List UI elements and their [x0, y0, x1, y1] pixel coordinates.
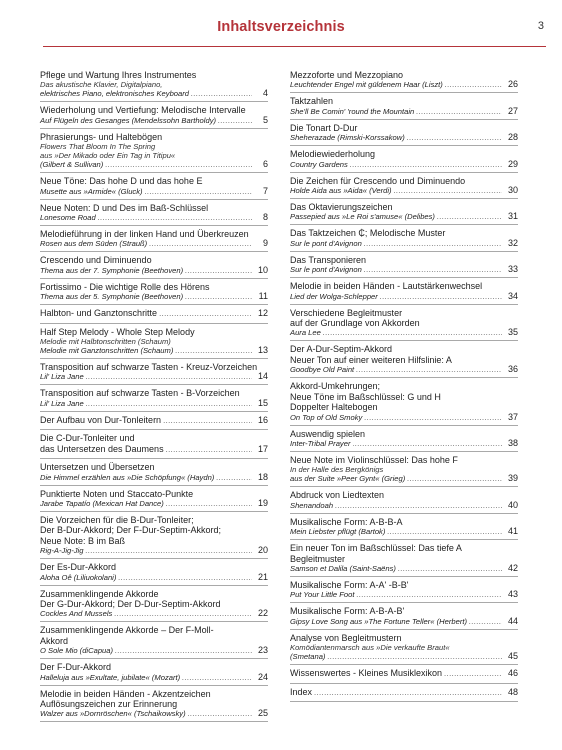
toc-column-right: [290, 70, 518, 705]
dot-leader: [115, 646, 252, 655]
toc-heading: Mezzoforte und Mezzopiano: [290, 70, 404, 80]
toc-page-number: 18: [257, 471, 268, 482]
toc-entry[interactable]: [290, 543, 518, 577]
toc-subtitle-line: [290, 527, 518, 536]
dot-leader: [163, 415, 252, 426]
dot-leader: [166, 444, 252, 455]
toc-page-number: 37: [507, 411, 518, 422]
toc-subtitle-line: [290, 652, 518, 661]
toc-subtitle-line: [290, 501, 518, 510]
dot-leader: [216, 473, 252, 482]
toc-page-number: 38: [507, 437, 518, 448]
toc-subtitle-line: [290, 328, 518, 337]
dot-leader: [350, 160, 502, 169]
toc-heading: Zusammenklingende Akkorde: [40, 588, 159, 599]
toc-subtitle-line: [290, 239, 518, 248]
toc-heading: Untersetzen und Übersetzen: [40, 462, 155, 473]
dot-leader: [323, 328, 502, 337]
page-title: Inhaltsverzeichnis: [217, 19, 345, 35]
toc-entry[interactable]: [290, 70, 518, 93]
toc-subtitle-line: [290, 413, 518, 422]
toc-page-number: 29: [507, 158, 518, 169]
toc-subtitle-line: [290, 439, 518, 448]
toc-subtitle-line: [290, 365, 518, 374]
toc-heading: Das Transponieren: [290, 254, 367, 265]
toc-subtitle-line: [290, 212, 518, 221]
toc-heading: Das Oktavierungszeichen: [290, 202, 393, 213]
toc-entry[interactable]: [40, 625, 268, 659]
toc-entry[interactable]: [290, 580, 518, 603]
dot-leader: [145, 187, 252, 196]
toc-subtitle: Auf Flügeln des Gesanges (Mendelssohn Bartholdy): [40, 115, 217, 125]
toc-subtitle: Holde Aida aus »Aida« (Verdi): [290, 186, 392, 196]
toc-subtitle-line: [40, 646, 268, 655]
toc-subtitle-line: [290, 265, 518, 274]
toc-heading: Musikalische Form: A-A' -B-B': [290, 579, 409, 590]
toc-entry[interactable]: [40, 362, 268, 385]
toc-subtitle: Inter-Tribal Prayer: [290, 438, 351, 448]
toc-subtitle-line: [290, 186, 518, 195]
toc-page-number: 19: [257, 497, 268, 508]
toc-heading: Taktzahlen: [290, 96, 334, 107]
toc-heading: Akkord: [40, 635, 69, 646]
toc-page-number: 26: [507, 79, 518, 90]
dot-leader: [387, 527, 502, 536]
toc-subtitle: Lil' Liza Jane: [40, 372, 84, 382]
toc-subtitle: Das akustische Klavier, Digitalpiano,: [40, 80, 163, 90]
toc-heading: Der A-Dur-Septim-Akkord: [290, 344, 393, 355]
toc-page-number: 15: [257, 397, 268, 408]
toc-subtitle: Cockles And Mussels: [40, 609, 113, 619]
toc-subtitle: Jarabe Tapatío (Mexican Hat Dance): [40, 498, 164, 508]
toc-heading: Melodie in beiden Händen - Lautstärkenwechsel: [290, 281, 483, 292]
toc-entry[interactable]: [40, 388, 268, 411]
toc-page-number: 44: [507, 615, 518, 626]
toc-entry[interactable]: [40, 327, 268, 359]
toc-subtitle-line: [290, 617, 518, 626]
toc-subtitle: Passepied aus »Le Roi s'amuse« (Delibes): [290, 212, 435, 222]
dot-leader: [364, 265, 502, 274]
toc-heading: Transposition auf schwarze Tasten - Kreuz-Vorzeichen: [40, 362, 258, 373]
toc-subtitle: Country Gardens: [290, 159, 348, 169]
dot-leader: [85, 546, 252, 555]
toc-entry[interactable]: [290, 668, 518, 683]
dot-leader: [114, 609, 252, 618]
toc-subtitle: Melodie mit Ganztonschritten (Schaum): [40, 346, 174, 356]
toc-subtitle-line: [290, 590, 518, 599]
toc-heading: Index: [290, 686, 313, 697]
toc-subtitle-line: [290, 160, 518, 169]
toc-subtitle-line: [40, 573, 268, 582]
toc-entry[interactable]: [40, 105, 268, 128]
toc-heading: Half Step Melody - Whole Step Melody: [40, 326, 195, 337]
dot-leader: [159, 308, 252, 319]
toc-heading: Fortissimo - Die wichtige Rolle des Hörens: [40, 281, 210, 292]
toc-page-number: 25: [257, 708, 268, 719]
toc-subtitle-line: [40, 499, 268, 508]
toc-entry[interactable]: [290, 202, 518, 225]
dot-leader: [353, 439, 503, 448]
toc-page-number: 10: [257, 264, 268, 275]
toc-page-number: 4: [262, 88, 268, 99]
dot-leader: [166, 499, 252, 508]
toc-heading: Ein neuer Ton im Baßschlüssel: Das tiefe A: [290, 543, 462, 554]
toc-heading: Punktierte Noten und Staccato-Punkte: [40, 488, 194, 499]
toc-heading: Neuer Ton auf einer weiteren Hilfslinie: A: [290, 354, 452, 365]
toc-heading: Der F-Dur-Akkord: [40, 662, 112, 673]
toc-heading-line: [290, 687, 518, 698]
toc-subtitle: Samson et Dalila (Saint-Saëns): [290, 563, 396, 573]
toc-entry[interactable]: [290, 308, 518, 342]
toc-heading: Melodieführung in der linken Hand und Überkreuzen: [40, 229, 249, 240]
toc-entry[interactable]: [290, 228, 518, 251]
toc-heading: Pflege und Wartung Ihres Instrumentes: [40, 70, 197, 80]
toc-subtitle-line: [290, 292, 518, 301]
toc-subtitle-line: [40, 609, 268, 618]
toc-subtitle-line: [290, 474, 518, 483]
toc-subtitle: Aura Lee: [290, 328, 321, 338]
toc-page-number: 24: [257, 671, 268, 682]
toc-page-number: 23: [257, 645, 268, 656]
toc-heading: Auflösungszeichen zur Erinnerung: [40, 698, 178, 709]
toc-subtitle-line: [40, 116, 268, 125]
toc-entry[interactable]: [290, 633, 518, 665]
toc-page-number: 31: [507, 211, 518, 222]
toc-page-number: 27: [507, 105, 518, 116]
toc-page-number: 6: [262, 159, 268, 170]
toc-entry[interactable]: [290, 344, 518, 378]
toc-heading-line: [290, 668, 518, 679]
toc-page-number: 39: [507, 473, 518, 484]
toc-subtitle: Sur le pont d'Avignon: [290, 265, 362, 275]
toc-entry[interactable]: [40, 689, 268, 723]
toc-page-number: 46: [507, 668, 518, 679]
toc-entry[interactable]: [40, 132, 268, 173]
toc-entry[interactable]: [290, 123, 518, 146]
toc-entry[interactable]: [40, 433, 268, 459]
toc-entry[interactable]: [290, 687, 518, 702]
toc-page-number: 9: [262, 238, 268, 249]
toc-heading: Wiederholung und Vertiefung: Melodische Intervalle: [40, 105, 246, 116]
toc-subtitle-line: [40, 673, 268, 682]
dot-leader: [175, 346, 252, 355]
toc-subtitle-line: [40, 213, 268, 222]
toc-entry[interactable]: [290, 490, 518, 513]
dot-leader: [469, 617, 502, 626]
toc-heading: Auswendig spielen: [290, 428, 366, 439]
toc-subtitle: In der Halle des Bergkönigs: [290, 465, 384, 475]
toc-subtitle-line: [40, 89, 268, 98]
toc-heading: Abdruck von Liedtexten: [290, 490, 385, 501]
toc-page-number: 33: [507, 264, 518, 275]
toc-page-number: 12: [257, 308, 268, 319]
page-number: 3: [537, 20, 544, 32]
toc-subtitle-line: [40, 160, 268, 169]
dot-leader: [149, 239, 252, 248]
toc-subtitle: Komödiantenmarsch aus »Die verkaufte Braut«: [290, 643, 450, 653]
toc-subtitle-line: [40, 239, 268, 248]
dot-leader: [407, 133, 502, 142]
dot-leader: [356, 590, 502, 599]
toc-subtitle: Gipsy Love Song aus »The Fortune Teller« (Herbert): [290, 616, 467, 626]
toc-page-number: 21: [257, 571, 268, 582]
toc-subtitle: Thema aus der 7. Symphonie (Beethoven): [40, 265, 184, 275]
dot-leader: [416, 107, 502, 116]
dot-leader: [364, 413, 502, 422]
toc-heading: Der Aufbau von Dur-Tonleitern: [40, 414, 162, 425]
toc-entry[interactable]: [40, 282, 268, 305]
toc-page-number: 30: [507, 185, 518, 196]
dot-leader: [105, 160, 252, 169]
toc-heading: Neue Noten: D und Des im Baß-Schlüssel: [40, 202, 209, 213]
toc-page-number: 8: [262, 212, 268, 223]
toc-entry[interactable]: [40, 462, 268, 485]
toc-entry[interactable]: [290, 149, 518, 172]
toc-entry[interactable]: [40, 515, 268, 559]
dot-leader: [118, 573, 252, 582]
toc-subtitle: Musette aus »Armide« (Gluck): [40, 186, 143, 196]
toc-subtitle: Rosen aus dem Süden (Strauß): [40, 239, 148, 249]
dot-leader: [185, 266, 252, 275]
toc-subtitle-line: [40, 187, 268, 196]
toc-heading-line: [40, 308, 268, 319]
toc-subtitle: She'll Be Comin' 'round the Mountain: [290, 106, 415, 116]
toc-page-number: 7: [262, 185, 268, 196]
dot-leader: [356, 365, 502, 374]
toc-subtitle-line: [40, 346, 268, 355]
toc-entry[interactable]: [40, 489, 268, 512]
dot-leader: [188, 709, 252, 718]
toc-subtitle: Lied der Wolga-Schlepper: [290, 291, 378, 301]
dot-leader: [98, 213, 252, 222]
toc-subtitle: Put Your Little Foot: [290, 590, 355, 600]
toc-subtitle-line: [40, 473, 268, 482]
toc-heading: Der Es-Dur-Akkord: [40, 562, 117, 573]
dot-leader: [444, 668, 502, 679]
toc-subtitle: Sheherazade (Rimski-Korssakow): [290, 133, 405, 143]
toc-heading: Halbton- und Ganztonschritte: [40, 308, 158, 319]
toc-heading: Die Zeichen für Crescendo und Diminuendo: [290, 175, 466, 186]
toc-page-number: 20: [257, 545, 268, 556]
toc-entry[interactable]: [40, 229, 268, 252]
toc-heading: Die Vorzeichen für die B-Dur-Tonleiter;: [40, 514, 194, 525]
toc-subtitle: aus »Der Mikado oder Ein Tag in Titipu«: [40, 151, 176, 161]
toc-entry[interactable]: [40, 562, 268, 585]
toc-page-number: 34: [507, 290, 518, 301]
dot-leader: [218, 116, 252, 125]
toc-page-number: 45: [507, 651, 518, 662]
toc-entry[interactable]: [290, 455, 518, 487]
toc-page-number: 32: [507, 237, 518, 248]
toc-heading: auf der Grundlage von Akkorden: [290, 318, 420, 329]
toc-page-number: 11: [258, 291, 268, 302]
toc-heading: Der B-Dur-Akkord; Der F-Dur-Septim-Akkord;: [40, 525, 222, 536]
toc-subtitle-line: [290, 107, 518, 116]
toc-subtitle: Aloha Oê (Liliuokolani): [40, 572, 117, 582]
toc-heading: Phrasierungs- und Haltebögen: [40, 131, 163, 142]
toc-entry[interactable]: [40, 255, 268, 278]
toc-page-number: 35: [507, 327, 518, 338]
toc-subtitle: Leuchtender Engel mit güldenem Haar (Liszt): [290, 80, 443, 90]
toc-heading: Der G-Dur-Akkord; Der D-Dur-Septim-Akkord: [40, 598, 221, 609]
toc-heading: Melodie in beiden Händen - Akzentzeichen: [40, 688, 211, 699]
dot-leader: [191, 89, 252, 98]
toc-page-number: 22: [257, 608, 268, 619]
toc-subtitle: Lonesome Road: [40, 213, 96, 223]
toc-subtitle-line: [40, 372, 268, 381]
toc-subtitle: Halleluja aus »Exultate, jubilate« (Mozart): [40, 672, 181, 682]
toc-heading: Melodiewiederholung: [290, 149, 376, 160]
toc-entry[interactable]: [40, 308, 268, 323]
toc-heading: Analyse von Begleitmustern: [290, 632, 402, 643]
toc-entry[interactable]: [290, 606, 518, 629]
toc-page-number: 14: [257, 371, 268, 382]
dot-leader: [380, 292, 502, 301]
toc-entry[interactable]: [40, 415, 268, 430]
toc-subtitle-line: [40, 546, 268, 555]
toc-subtitle-line: [40, 266, 268, 275]
toc-heading: Begleitmuster: [290, 553, 346, 564]
dot-leader: [86, 399, 252, 408]
toc-page-number: 17: [257, 443, 268, 454]
toc-heading: Neue Note im Violinschlüssel: Das hohe F: [290, 454, 458, 465]
toc-entry[interactable]: [290, 96, 518, 119]
toc-page-number: 41: [507, 526, 518, 537]
toc-subtitle: (Gilbert & Sullivan): [40, 160, 104, 170]
toc-entry[interactable]: [290, 381, 518, 425]
toc-subtitle: Melodie mit Halbtonschritten (Schaum): [40, 337, 171, 347]
dot-leader: [364, 239, 502, 248]
toc-entry[interactable]: [290, 281, 518, 304]
toc-subtitle: Flowers That Bloom In The Spring: [40, 142, 156, 152]
dot-leader: [327, 652, 502, 661]
toc-subtitle: Lil' Liza Jane: [40, 398, 84, 408]
toc-heading: Zusammenklingende Akkorde – Der F-Moll-: [40, 625, 214, 636]
toc-heading: Musikalische Form: A-B-A-B': [290, 606, 405, 617]
toc-heading: Akkord-Umkehrungen;: [290, 381, 381, 392]
toc-subtitle-line: [290, 80, 518, 89]
toc-heading: Die C-Dur-Tonleiter und: [40, 433, 135, 444]
toc-entry[interactable]: [290, 429, 518, 452]
toc-subtitle: aus der Suite »Peer Gynt« (Grieg): [290, 474, 406, 484]
toc-page-number: 40: [507, 499, 518, 510]
toc-entry[interactable]: [40, 203, 268, 226]
toc-entry[interactable]: [290, 176, 518, 199]
toc-subtitle: Shenandoah: [290, 500, 334, 510]
dot-leader: [398, 564, 502, 573]
toc-heading: Neue Töne im Baßschlüssel: G und H: [290, 391, 441, 402]
toc-heading: Transposition auf schwarze Tasten - B-Vorzeichen: [40, 388, 240, 399]
toc-entry[interactable]: [40, 70, 268, 102]
dot-leader: [394, 186, 502, 195]
toc-heading: Das Taktzeichen ₵; Melodische Muster: [290, 228, 446, 239]
dot-leader: [86, 372, 252, 381]
toc-heading: Doppelter Haltebogen: [290, 402, 378, 413]
dot-leader: [314, 687, 502, 698]
toc-subtitle-line: [40, 292, 268, 301]
toc-entry[interactable]: [40, 176, 268, 199]
toc-page-number: 36: [507, 364, 518, 375]
toc-subtitle: Sur le pont d'Avignon: [290, 238, 362, 248]
toc-heading: Musikalische Form: A-B-B-A: [290, 516, 403, 527]
toc-page-number: 43: [507, 589, 518, 600]
toc-entry[interactable]: [40, 662, 268, 685]
toc-subtitle: Thema aus der 5. Symphonie (Beethoven): [40, 292, 184, 302]
toc-subtitle: On Top of Old Smoky: [290, 412, 363, 422]
toc-subtitle: Mein Liebster pflügt (Bartok): [290, 527, 386, 537]
toc-heading: Verschiedene Begleitmuster: [290, 307, 403, 318]
toc-heading: Wissenswertes - Kleines Musiklexikon: [290, 668, 443, 679]
toc-subtitle: Goodbye Old Paint: [290, 365, 355, 375]
dot-leader: [407, 474, 502, 483]
toc-entry[interactable]: [290, 255, 518, 278]
dot-leader: [437, 212, 502, 221]
toc-heading: das Untersetzen des Daumens: [40, 443, 164, 454]
toc-subtitle: Walzer aus »Dornröschen« (Tschaikowsky): [40, 709, 186, 719]
toc-heading: Neue Töne: Das hohe D und das hohe E: [40, 176, 203, 187]
toc-subtitle-line: [40, 399, 268, 408]
toc-page-number: 16: [257, 414, 268, 425]
dot-leader: [182, 673, 252, 682]
toc-heading: Neue Note: B im Baß: [40, 535, 126, 546]
toc-subtitle-line: [290, 133, 518, 142]
header-rule: [43, 46, 546, 47]
toc-page-number: 48: [507, 686, 518, 697]
toc-subtitle: O Sole Mio (diCapua): [40, 646, 114, 656]
toc-page-number: 28: [507, 132, 518, 143]
dot-leader: [335, 501, 502, 510]
toc-page-number: 13: [257, 345, 268, 356]
toc-heading-line: [40, 444, 268, 455]
toc-column-left: [40, 70, 268, 725]
toc-subtitle-line: [290, 564, 518, 573]
toc-page-number: 5: [262, 114, 268, 125]
toc-subtitle: elektrisches Piano, elektronisches Keyboard: [40, 89, 190, 99]
toc-heading: Crescendo und Diminuendo: [40, 255, 152, 266]
toc-page-number: 42: [507, 562, 518, 573]
dot-leader: [185, 292, 252, 301]
toc-subtitle: (Smetana): [290, 652, 326, 662]
toc-heading: Die Tonart D-Dur: [290, 122, 358, 133]
toc-subtitle: Die Himmel erzählen aus »Die Schöpfung« (Haydn): [40, 472, 215, 482]
dot-leader: [445, 80, 502, 89]
toc-heading-line: [40, 415, 268, 426]
toc-entry[interactable]: [40, 589, 268, 623]
toc-subtitle: Rig-A-Jig-Jig: [40, 546, 84, 556]
toc-entry[interactable]: [290, 517, 518, 540]
toc-subtitle-line: [40, 709, 268, 718]
